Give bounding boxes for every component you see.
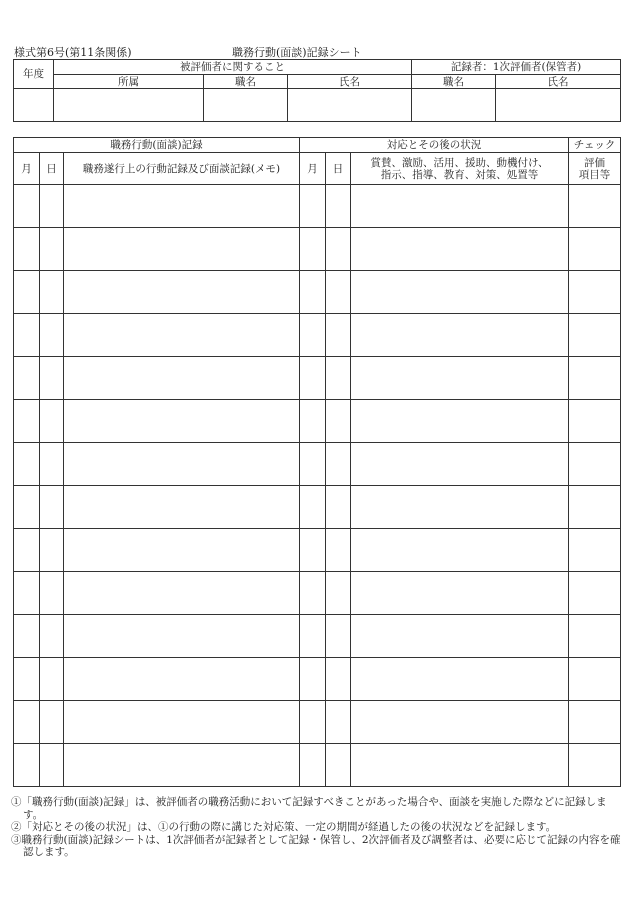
record-month-cell[interactable] <box>14 185 40 228</box>
check-item-cell[interactable] <box>569 314 621 357</box>
followup-day-cell[interactable] <box>326 400 351 443</box>
record-day-cell[interactable] <box>40 400 64 443</box>
behavior-record-table <box>13 137 621 787</box>
record-month-cell[interactable] <box>14 228 40 271</box>
recorder-position-header: 職名 <box>412 75 496 89</box>
record-day-cell[interactable] <box>40 701 64 744</box>
note-3: ③職務行動(面談)記録シートは、1次評価者が記録者として記録・保管し、2次評価者及び調整者は、必要に応じて記録の内容を確認します。 <box>11 833 621 858</box>
followup-month-header: 月 <box>300 153 326 185</box>
record-row <box>14 744 621 787</box>
note-1: ①「職務行動(面談)記録」は、被評価者の職務活動において記録すべきことがあった場合や、面談を実施した際などに記録します。 <box>11 796 607 821</box>
record-row <box>14 572 621 615</box>
followup-day-cell[interactable] <box>326 271 351 314</box>
check-item-cell[interactable] <box>569 572 621 615</box>
record-row <box>14 357 621 400</box>
recorder-name-header: 氏名 <box>496 75 621 89</box>
record-day-cell[interactable] <box>40 185 64 228</box>
record-row <box>14 486 621 529</box>
record-memo-cell[interactable] <box>64 744 300 787</box>
recorder-group-header: 記録者：1次評価者(保管者) <box>412 60 621 75</box>
followup-detail-line2: 指示、指導、教育、対策、処置等 <box>380 168 539 181</box>
record-memo-header: 職務遂行上の行動記録及び面談記録(メモ) <box>64 153 300 185</box>
followup-day-cell[interactable] <box>326 572 351 615</box>
check-item-line2: 項目等 <box>578 168 611 181</box>
followup-detail-cell[interactable] <box>351 185 569 228</box>
record-group-header: 職務行動(面談)記録 <box>14 138 300 153</box>
record-row <box>14 443 621 486</box>
evaluatee-name-header: 氏名 <box>288 75 412 89</box>
record-memo-cell[interactable] <box>64 357 300 400</box>
record-row <box>14 228 621 271</box>
record-month-header: 月 <box>14 153 40 185</box>
check-group-header: チェック <box>569 138 621 153</box>
record-day-cell[interactable] <box>40 615 64 658</box>
record-month-cell[interactable] <box>14 658 40 701</box>
evaluatee-info-table <box>13 59 621 122</box>
record-month-cell[interactable] <box>14 572 40 615</box>
followup-day-header: 日 <box>326 153 351 185</box>
followup-month-cell[interactable] <box>300 357 326 400</box>
followup-day-cell[interactable] <box>326 443 351 486</box>
check-item-cell[interactable] <box>569 701 621 744</box>
followup-detail-cell[interactable] <box>351 443 569 486</box>
record-row <box>14 314 621 357</box>
followup-month-cell[interactable] <box>300 615 326 658</box>
record-memo-cell[interactable] <box>64 314 300 357</box>
check-item-cell[interactable] <box>569 486 621 529</box>
followup-group-header: 対応とその後の状況 <box>300 138 569 153</box>
followup-day-cell[interactable] <box>326 529 351 572</box>
followup-day-cell[interactable] <box>326 744 351 787</box>
evaluatee-position-cell[interactable] <box>204 89 288 122</box>
followup-detail-cell[interactable] <box>351 271 569 314</box>
followup-day-cell[interactable] <box>326 314 351 357</box>
evaluatee-position-header: 職名 <box>204 75 288 89</box>
check-item-cell[interactable] <box>569 185 621 228</box>
followup-month-cell[interactable] <box>300 271 326 314</box>
record-row <box>14 400 621 443</box>
record-month-cell[interactable] <box>14 400 40 443</box>
followup-detail-cell[interactable] <box>351 701 569 744</box>
followup-day-cell[interactable] <box>326 486 351 529</box>
year-label: 年度 <box>14 60 54 89</box>
record-day-cell[interactable] <box>40 572 64 615</box>
record-row <box>14 185 621 228</box>
record-memo-cell[interactable] <box>64 658 300 701</box>
note-2: ②「対応とその後の状況」は、①の行動の際に講じた対応策、一定の期間が経過したの後の状況などを記録します。 <box>11 821 557 833</box>
followup-detail-cell[interactable] <box>351 615 569 658</box>
followup-detail-cell[interactable] <box>351 529 569 572</box>
evaluatee-affiliation-cell[interactable] <box>54 89 204 122</box>
record-day-cell[interactable] <box>40 228 64 271</box>
check-item-header <box>569 153 621 185</box>
followup-detail-cell[interactable] <box>351 314 569 357</box>
check-item-line1: 評価 <box>584 156 606 169</box>
record-day-header: 日 <box>40 153 64 185</box>
recorder-name-cell[interactable] <box>496 89 621 122</box>
followup-detail-cell[interactable] <box>351 572 569 615</box>
evaluatee-name-cell[interactable] <box>288 89 412 122</box>
record-memo-cell[interactable] <box>64 443 300 486</box>
record-day-cell[interactable] <box>40 658 64 701</box>
followup-day-cell[interactable] <box>326 185 351 228</box>
record-month-cell[interactable] <box>14 357 40 400</box>
followup-day-cell[interactable] <box>326 658 351 701</box>
followup-day-cell[interactable] <box>326 615 351 658</box>
followup-month-cell[interactable] <box>300 400 326 443</box>
record-month-cell[interactable] <box>14 271 40 314</box>
record-day-cell[interactable] <box>40 314 64 357</box>
record-day-cell[interactable] <box>40 357 64 400</box>
followup-detail-cell[interactable] <box>351 744 569 787</box>
record-day-cell[interactable] <box>40 271 64 314</box>
record-row <box>14 658 621 701</box>
check-item-cell[interactable] <box>569 658 621 701</box>
record-memo-cell[interactable] <box>64 615 300 658</box>
recorder-position-cell[interactable] <box>412 89 496 122</box>
followup-month-cell[interactable] <box>300 486 326 529</box>
record-memo-cell[interactable] <box>64 400 300 443</box>
record-day-cell[interactable] <box>40 486 64 529</box>
year-input-cell[interactable] <box>14 89 54 122</box>
followup-day-cell[interactable] <box>326 228 351 271</box>
check-item-cell[interactable] <box>569 443 621 486</box>
followup-day-cell[interactable] <box>326 357 351 400</box>
evaluatee-group-header: 被評価者に関すること <box>54 60 412 75</box>
record-month-cell[interactable] <box>14 701 40 744</box>
record-month-cell[interactable] <box>14 443 40 486</box>
notes-section <box>11 796 623 859</box>
followup-month-cell[interactable] <box>300 228 326 271</box>
followup-detail-cell[interactable] <box>351 658 569 701</box>
followup-detail-cell[interactable] <box>351 228 569 271</box>
form-number: 様式第6号(第11条関係) <box>14 46 132 59</box>
followup-detail-header <box>351 153 569 185</box>
record-row <box>14 615 621 658</box>
record-memo-cell[interactable] <box>64 701 300 744</box>
check-item-cell[interactable] <box>569 228 621 271</box>
check-item-cell[interactable] <box>569 357 621 400</box>
record-day-cell[interactable] <box>40 744 64 787</box>
followup-day-cell[interactable] <box>326 701 351 744</box>
followup-month-cell[interactable] <box>300 314 326 357</box>
record-memo-cell[interactable] <box>64 529 300 572</box>
record-month-cell[interactable] <box>14 615 40 658</box>
record-row <box>14 529 621 572</box>
record-memo-cell[interactable] <box>64 228 300 271</box>
check-item-cell[interactable] <box>569 400 621 443</box>
sheet-title: 職務行動(面談)記録シート <box>232 46 362 59</box>
evaluatee-affiliation-header: 所属 <box>54 75 204 89</box>
record-memo-cell[interactable] <box>64 486 300 529</box>
record-row <box>14 271 621 314</box>
check-item-cell[interactable] <box>569 271 621 314</box>
record-day-cell[interactable] <box>40 443 64 486</box>
record-day-cell[interactable] <box>40 529 64 572</box>
check-item-cell[interactable] <box>569 529 621 572</box>
record-month-cell[interactable] <box>14 314 40 357</box>
check-item-cell[interactable] <box>569 615 621 658</box>
record-month-cell[interactable] <box>14 529 40 572</box>
followup-detail-cell[interactable] <box>351 357 569 400</box>
followup-month-cell[interactable] <box>300 443 326 486</box>
followup-month-cell[interactable] <box>300 701 326 744</box>
record-memo-cell[interactable] <box>64 185 300 228</box>
record-memo-cell[interactable] <box>64 572 300 615</box>
record-memo-cell[interactable] <box>64 271 300 314</box>
check-item-cell[interactable] <box>569 744 621 787</box>
page-header <box>14 44 620 60</box>
record-month-cell[interactable] <box>14 486 40 529</box>
record-row <box>14 701 621 744</box>
followup-detail-cell[interactable] <box>351 486 569 529</box>
followup-detail-line1: 賞賛、激励、活用、援助、動機付け、 <box>370 156 549 169</box>
followup-month-cell[interactable] <box>300 572 326 615</box>
followup-month-cell[interactable] <box>300 658 326 701</box>
followup-month-cell[interactable] <box>300 529 326 572</box>
record-month-cell[interactable] <box>14 744 40 787</box>
followup-month-cell[interactable] <box>300 185 326 228</box>
followup-month-cell[interactable] <box>300 744 326 787</box>
followup-detail-cell[interactable] <box>351 400 569 443</box>
